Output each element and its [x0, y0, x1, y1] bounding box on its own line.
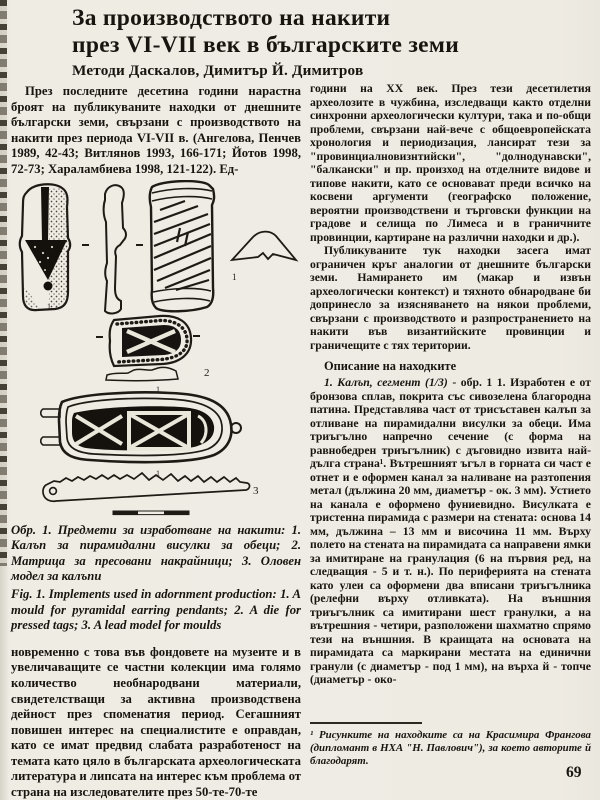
- mould-cross-section-drawing: [232, 231, 296, 281]
- section-heading: Описание на находките: [324, 359, 457, 373]
- serrated-strip-drawing: [43, 473, 259, 501]
- left-paragraph-2: новременно с това във фондовете на музеите и в увеличаващите се частни колекции има голямо количество необнародвани материали, свидетелстващи за активна производствена дейност през споменатия период. Сегашният повишен интерес на специалистите е оправдан, като се имат предвид слабата разработеност на темата като цяло в българската археологическата литература и липсата на интерес към проблема от страна на изследователите през 50-те-70-те: [11, 644, 301, 800]
- footnote-text: ¹ Рисунките на находките са на Красимира Франгова (дипломант в НХА "Н. Павлович"), за което авторите й благодарят.: [310, 729, 591, 768]
- footnote-rule: [310, 722, 422, 724]
- cross-section-label: 1: [232, 271, 237, 282]
- article-title-line2: през VI-VII век в българските земи: [72, 32, 460, 58]
- catalogue-entry-text: - обр. 1 1. Изработен е от бронзова сплав, покрита със сивозелена благородна патина. Представлява част от трисъставен калъп за отливане на пирамидални висулки за обеци. Има триъгълно напречно сечение (с форма на равнобедрен триъгълник) с дъговидно извита най-дълга страна¹. Вътрешният ъгъл в горната си част е отнет и е оформен канал за наливане на разтопения метал (дължина 20 мм, диаметър - ок. 3 мм). Устието на канала е оформено фуниевидно. Висулката е тристенна пирамида с размери на стената: основа 14 мм, дължина – 13 мм и височина 11 мм. Върху полето на стената на пирамидата са направени ямки за имитиране на гранулация (6 на първия ред, на следващия - 5 и т. н.). По периферията на стената като улеи са оформени два вписани триъгълника (релефни върху отливката). На външния триъгълник са имитирани шест гранулки, а на вътрешния - четири, разположени шахматно спрямо тези на външния. В краищата на основата на пирамидата са маркирани местата на единични гранули (с диаметър - под 1 мм), на върха й - топче (диаметър - око-: [310, 376, 591, 686]
- article-title-line1: За производството на накити: [72, 5, 391, 31]
- mould-front-view-drawing: [20, 184, 71, 311]
- figure-caption-bulgarian: Обр. 1. Предмети за изработване на накити: 1. Калъп за пирамидални висулки за обеци; 2. Матрица за пресовани накрайници; 3. Оловен модел за калъпи: [11, 522, 301, 584]
- mould-tick-label: 1: [47, 301, 51, 311]
- right-paragraph-2: Публикуваните тук находки засега имат ограничен кръг аналогии от днешните български земи. Намирането им (макар и извън археологически контекст) и тяхното обнародване би допринесло за изясняването на някои проблеми, свързани с производството и разпространението на накити във византийските провинции и граничещите с тях територии.: [310, 244, 591, 352]
- left-paragraph-1: През последните десетина години нарастна броят на публикуваните находки от днешните български земи, свързани с производството на накити през периода VI-VII в. (Ангелова, Пенчев 1989, 42-43; Витлянов 1993, 166-171; Йотов 1998, 72-73; Хараламбиева 1998, 121-122). Ед-: [11, 84, 301, 176]
- die-drawing: [96, 315, 210, 393]
- figure-1-drawing: [10, 180, 300, 520]
- right-column: [310, 82, 591, 687]
- die-label: 2: [204, 366, 210, 379]
- mould-profile-view-drawing: [104, 185, 126, 313]
- figure-caption-english: Fig. 1. Implements used in adornment production: 1. A mould for pyramidal earring pendants; 2. A die for pressed tags; 3. A lead model for moulds: [11, 586, 301, 633]
- footnote-block: [310, 722, 591, 769]
- left-column: [11, 84, 301, 800]
- scan-edge-artifact: [0, 0, 7, 568]
- model-tick-label: 1: [156, 468, 160, 478]
- strip-label: 3: [253, 484, 259, 497]
- mould-back-view-drawing: [150, 181, 214, 311]
- right-paragraph-3: [310, 376, 591, 687]
- lead-model-drawing: [41, 392, 241, 478]
- title-block: [72, 5, 592, 80]
- article-authors: Методи Даскалов, Димитър Й. Димитров: [72, 62, 364, 79]
- die-tick-label: 1: [156, 384, 160, 394]
- right-paragraph-1: години на XX век. През тези десетилетия археолозите в чужбина, изследващи както отделни синхронни археологически култури, така и по-общи проблеми, свързани най-вече с общоевропейската хронология и периодизация, лансират тези за "провинциалновизнтийски", "долнодунавски", "балкански" и пр. произход на отделните видове и типове накити, като се основават преди всичко на косвени аргументи (географско положение, вероятни производствени и търговски функции на градове и селища по Лимеса и в граничните провинции, картиране на различни находки и др.).: [310, 82, 591, 244]
- catalogue-entry-lead: 1. Калъп, сегмент (1/3): [324, 376, 448, 389]
- scale-bar: [113, 511, 189, 515]
- scan-edge-shadow: [0, 566, 9, 800]
- page-number: 69: [566, 764, 582, 781]
